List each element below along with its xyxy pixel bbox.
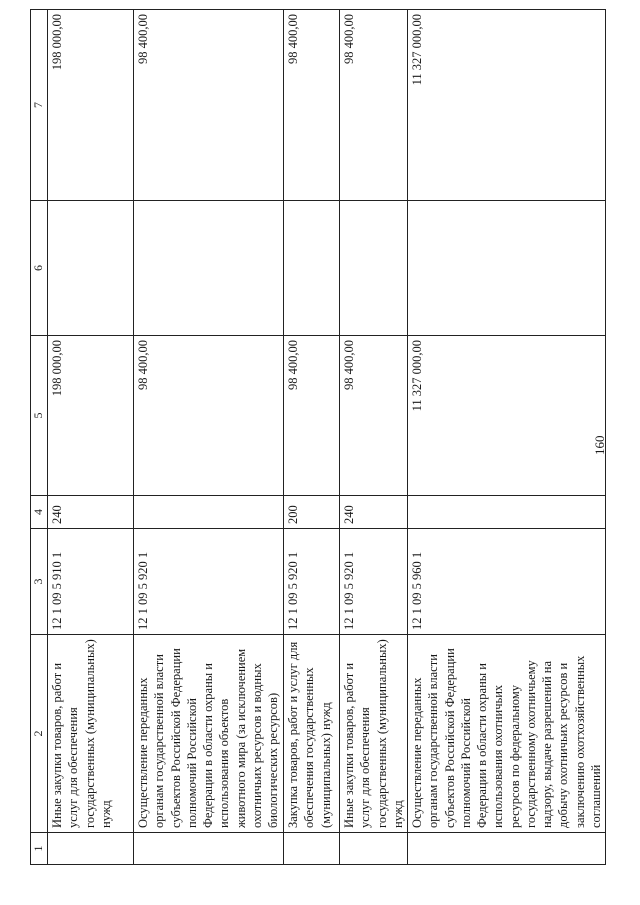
cell-amount-5: 98 400,00 <box>340 336 408 496</box>
cell-name: Иные закупки товаров, работ и услуг для обеспечения государственных (муниципальных) нужд <box>340 635 408 833</box>
page-number: 160 <box>592 435 607 455</box>
cell-vr: 240 <box>340 496 408 529</box>
header-col-5: 5 <box>31 336 48 496</box>
cell-amount-6 <box>134 201 284 336</box>
cell-vr <box>408 496 606 529</box>
cell-code: 12 1 09 5 920 1 <box>340 529 408 635</box>
cell-name: Осуществление переданных органам государственной власти субъектов Российской Федерации полномочий Российской Федерации в области охраны и использования объектов животного мира (за исключением охотничьих ресурсов и водных биологических ресурсов) <box>134 635 284 833</box>
cell-amount-5: 98 400,00 <box>134 336 284 496</box>
cell-vr: 200 <box>284 496 340 529</box>
table-row <box>408 10 606 865</box>
cell-code: 12 1 09 5 960 1 <box>408 529 606 635</box>
cell-amount-5: 11 327 000,00 <box>408 336 606 496</box>
budget-table <box>30 9 606 865</box>
cell-amount-7: 98 400,00 <box>134 10 284 201</box>
table-row <box>284 10 340 865</box>
cell-col1 <box>340 833 408 865</box>
cell-amount-6 <box>408 201 606 336</box>
cell-amount-5: 98 400,00 <box>284 336 340 496</box>
cell-col1 <box>408 833 606 865</box>
cell-name: Иные закупки товаров, работ и услуг для обеспечения государственных (муниципальных) нужд <box>48 635 134 833</box>
header-col-4: 4 <box>31 496 48 529</box>
header-col-2: 2 <box>31 635 48 833</box>
cell-vr <box>134 496 284 529</box>
cell-amount-7: 98 400,00 <box>284 10 340 201</box>
header-col-3: 3 <box>31 529 48 635</box>
cell-name: Закупка товаров, работ и услуг для обеспечения государственных (муниципальных) нужд <box>284 635 340 833</box>
cell-col1 <box>134 833 284 865</box>
cell-col1 <box>48 833 134 865</box>
table-header-row <box>31 10 48 865</box>
cell-vr: 240 <box>48 496 134 529</box>
header-col-1: 1 <box>31 833 48 865</box>
cell-name: Осуществление переданных органам государственной власти субъектов Российской Федерации полномочий Российской Федерации в области охраны и использования охотничьих ресурсов по федеральному государственному охотничьему надзору, выдаче разрешений на добычу охотничьих ресурсов и заключению охотхозяйственных соглашений <box>408 635 606 833</box>
cell-amount-7: 11 327 000,00 <box>408 10 606 201</box>
cell-code: 12 1 09 5 910 1 <box>48 529 134 635</box>
cell-amount-7: 198 000,00 <box>48 10 134 201</box>
cell-amount-6 <box>284 201 340 336</box>
cell-code: 12 1 09 5 920 1 <box>284 529 340 635</box>
cell-amount-6 <box>48 201 134 336</box>
cell-col1 <box>284 833 340 865</box>
cell-amount-7: 98 400,00 <box>340 10 408 201</box>
cell-amount-6 <box>340 201 408 336</box>
header-col-7: 7 <box>31 10 48 201</box>
table-row <box>340 10 408 865</box>
header-col-6: 6 <box>31 201 48 336</box>
table-row <box>134 10 284 865</box>
cell-code: 12 1 09 5 920 1 <box>134 529 284 635</box>
cell-amount-5: 198 000,00 <box>48 336 134 496</box>
table-row <box>48 10 134 865</box>
